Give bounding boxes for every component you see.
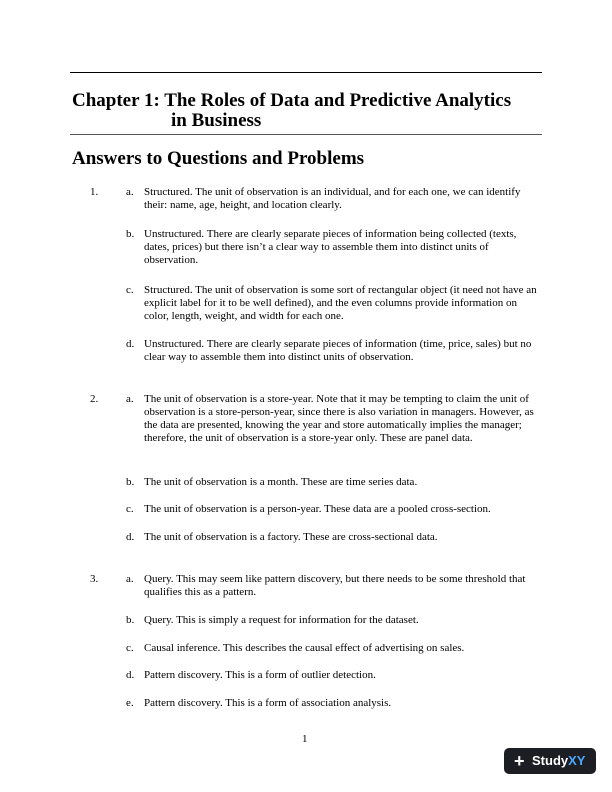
plus-icon: + <box>514 751 525 771</box>
answer-letter: a. <box>126 186 134 198</box>
answer-text: Causal inference. This describes the causal effect of advertising on sales. <box>144 642 465 654</box>
question-number: 1. <box>90 186 99 198</box>
question-number: 3. <box>90 573 99 585</box>
answer-text: The unit of observation is a factory. These are cross-sectional data. <box>144 531 438 543</box>
answer-letter: b. <box>126 228 135 240</box>
answer-text: Query. This is simply a request for information for the dataset. <box>144 614 419 626</box>
title-rule <box>70 134 542 135</box>
answer-letter: a. <box>126 393 134 405</box>
question-number: 2. <box>90 393 99 405</box>
answer-text: Pattern discovery. This is a form of association analysis. <box>144 697 392 709</box>
studyxy-badge[interactable] <box>504 748 596 774</box>
chapter-title-line1: Chapter 1: The Roles of Data and Predictive Analytics <box>72 90 512 111</box>
answer-letter: d. <box>126 669 135 681</box>
answer-letter: c. <box>126 284 134 296</box>
answer-letter: b. <box>126 476 135 488</box>
brand-name-main: Study <box>532 753 569 768</box>
answer-text: The unit of observation is a person-year. These data are a pooled cross-section. <box>144 503 491 515</box>
top-rule <box>70 72 542 73</box>
answer-text: The unit of observation is a month. These are time series data. <box>144 476 418 488</box>
chapter-title <box>72 91 552 131</box>
answer-text: Pattern discovery. This is a form of outlier detection. <box>144 669 376 681</box>
section-heading: Answers to Questions and Problems <box>72 148 365 169</box>
answer-letter: e. <box>126 697 134 709</box>
answer-letter: d. <box>126 531 135 543</box>
answer-text: The unit of observation is a store-year. Note that it may be tempting to claim the unit of observation is a store-person-year, since there is also variation in managers. However, as the data are presented, knowing the year and store automatically implies the manager; therefore, the unit of observation is a store-year only. These are panel data. <box>144 393 534 444</box>
answer-text: Unstructured. There are clearly separate pieces of information being collected (texts, dates, prices) but there isn’t a clear way to assemble them into distinct units of observation. <box>144 228 517 266</box>
chapter-title-line2: in Business <box>171 110 262 131</box>
answer-text: Structured. The unit of observation is an individual, and for each one, we can identify their: name, age, height, and location clearly. <box>144 186 521 211</box>
answer-letter: c. <box>126 503 134 515</box>
brand-name <box>532 753 585 769</box>
answer-text: Query. This may seem like pattern discovery, but there needs to be some threshold that qualifies this as a pattern. <box>144 573 526 598</box>
answer-letter: b. <box>126 614 135 626</box>
answer-letter: d. <box>126 338 135 350</box>
answer-letter: c. <box>126 642 134 654</box>
brand-name-accent: XY <box>568 753 586 768</box>
answer-text: Unstructured. There are clearly separate pieces of information (time, price, sales) but no clear way to assemble them into distinct units of observation. <box>144 338 532 363</box>
answer-letter: a. <box>126 573 134 585</box>
page-number: 1 <box>302 733 308 745</box>
answer-text: Structured. The unit of observation is some sort of rectangular object (it need not have an explicit label for it to be well defined), and the even columns provide information on color, length, weight, and width for each one. <box>144 284 537 322</box>
